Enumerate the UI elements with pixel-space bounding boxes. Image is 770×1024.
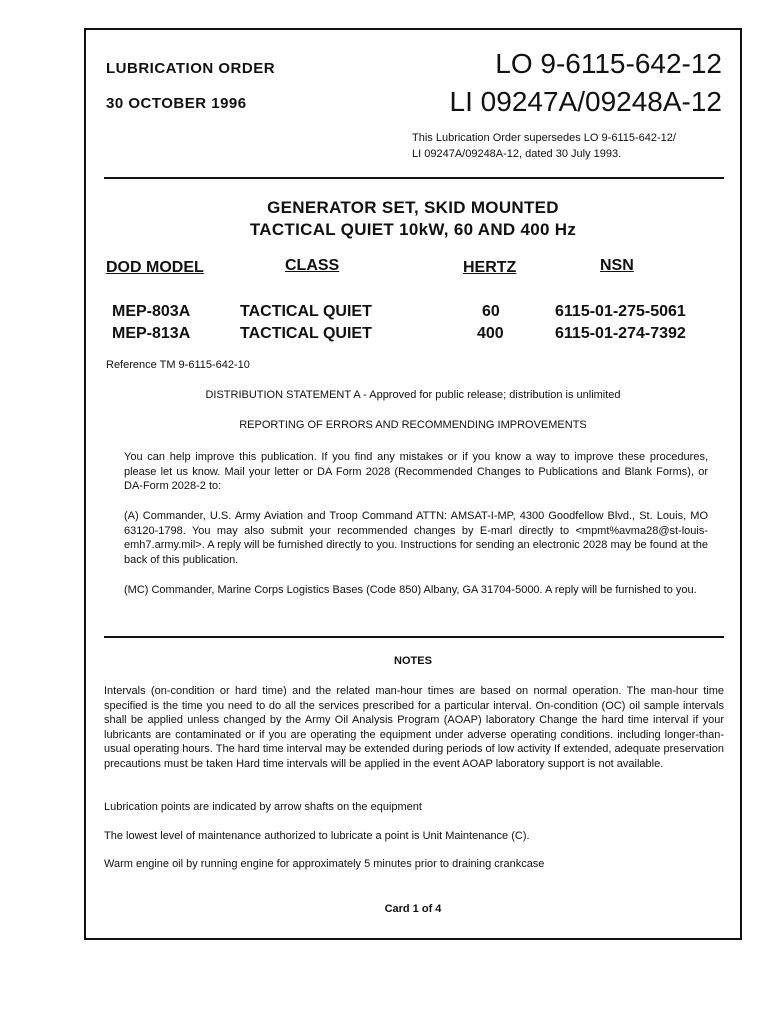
row-2-hertz: 400 bbox=[477, 325, 504, 342]
row-1-model: MEP-803A bbox=[112, 303, 191, 320]
supersedes-line-2: LI 09247A/09248A-12, dated 30 July 1993. bbox=[412, 148, 622, 160]
row-1-class: TACTICAL QUIET bbox=[240, 303, 372, 320]
supersedes-line-1: This Lubrication Order supersedes LO 9-6115-642-12/ bbox=[412, 132, 676, 144]
reporting-paragraph-army: (A) Commander, U.S. Army Aviation and Troop Command ATTN: AMSAT-I-MP, 4300 Goodfellow Blvd., St. Louis, MO 63120-1798. You may also submit your recommended changes by E-marl directly to <mpmt%avma28@st-louis-emh7.army.mil>. A reply will be furnished directly to you. Instructions for sending an electronic 2028 may be found at the back of this publication. bbox=[124, 510, 708, 566]
doc-type: LUBRICATION ORDER bbox=[106, 60, 276, 77]
distribution-statement: DISTRIBUTION STATEMENT A - Approved for public release; distribution is unlimited bbox=[205, 389, 621, 401]
lo-number: LO 9-6115-642-12 bbox=[495, 48, 722, 79]
row-1-nsn: 6115-01-275-5061 bbox=[555, 303, 686, 320]
row-2-class: TACTICAL QUIET bbox=[240, 325, 372, 342]
divider-top bbox=[104, 177, 724, 179]
col-header-nsn: NSN bbox=[600, 257, 634, 274]
row-1-hertz: 60 bbox=[482, 303, 500, 320]
divider-notes bbox=[104, 636, 724, 638]
card-number: Card 1 of 4 bbox=[384, 903, 442, 915]
col-header-class: CLASS bbox=[285, 257, 340, 274]
reporting-paragraph-marines: (MC) Commander, Marine Corps Logistics Bases (Code 850) Albany, GA 31704-5000. A reply will be furnished to you. bbox=[124, 584, 697, 596]
row-2-nsn: 6115-01-274-7392 bbox=[555, 325, 686, 342]
row-2-model: MEP-813A bbox=[112, 325, 191, 342]
reference: Reference TM 9-6115-642-10 bbox=[106, 359, 250, 371]
doc-date: 30 OCTOBER 1996 bbox=[106, 95, 247, 112]
col-header-model: DOD MODEL bbox=[106, 259, 204, 276]
notes-paragraph-maintenance-level: The lowest level of maintenance authorized to lubricate a point is Unit Maintenance (C). bbox=[104, 830, 530, 842]
notes-paragraph-lubrication-points: Lubrication points are indicated by arrow shafts on the equipment bbox=[104, 801, 422, 813]
notes-heading: NOTES bbox=[394, 655, 432, 667]
title-line-2: TACTICAL QUIET 10kW, 60 AND 400 Hz bbox=[249, 220, 577, 239]
li-number: LI 09247A/09248A-12 bbox=[449, 86, 722, 117]
reporting-heading: REPORTING OF ERRORS AND RECOMMENDING IMPROVEMENTS bbox=[239, 419, 587, 431]
notes-paragraph-intervals: Intervals (on-condition or hard time) and the related man-hour times are based on normal operation. The man-hour time specified is the time you need to do all the services prescribed for a particular interval. On-condition (OC) oil sample intervals shall be applied unless changed by the Army Oil Analysis Program (AOAP) laboratory Change the hard time interval if your lubricants are contaminated or if you are operating the equipment under adverse operating conditions. including longer-than-usual operating hours. The hard time interval may be extended during periods of low activity If extended, adequate preservation precautions must be taken Hard time intervals will be applied in the event AOAP laboratory support is not available. bbox=[104, 685, 724, 770]
title-line-1: GENERATOR SET, SKID MOUNTED bbox=[267, 198, 559, 217]
notes-paragraph-warm-engine: Warm engine oil by running engine for approximately 5 minutes prior to draining crankcase bbox=[104, 858, 545, 870]
reporting-paragraph-intro: You can help improve this publication. If you find any mistakes or if you know a way to improve these procedures, please let us know. Mail your letter or DA Form 2028 (Recommended Changes to Publications and Blank Forms), or DA-Form 2028-2 to: bbox=[124, 451, 708, 492]
col-header-hertz: HERTZ bbox=[463, 259, 517, 276]
